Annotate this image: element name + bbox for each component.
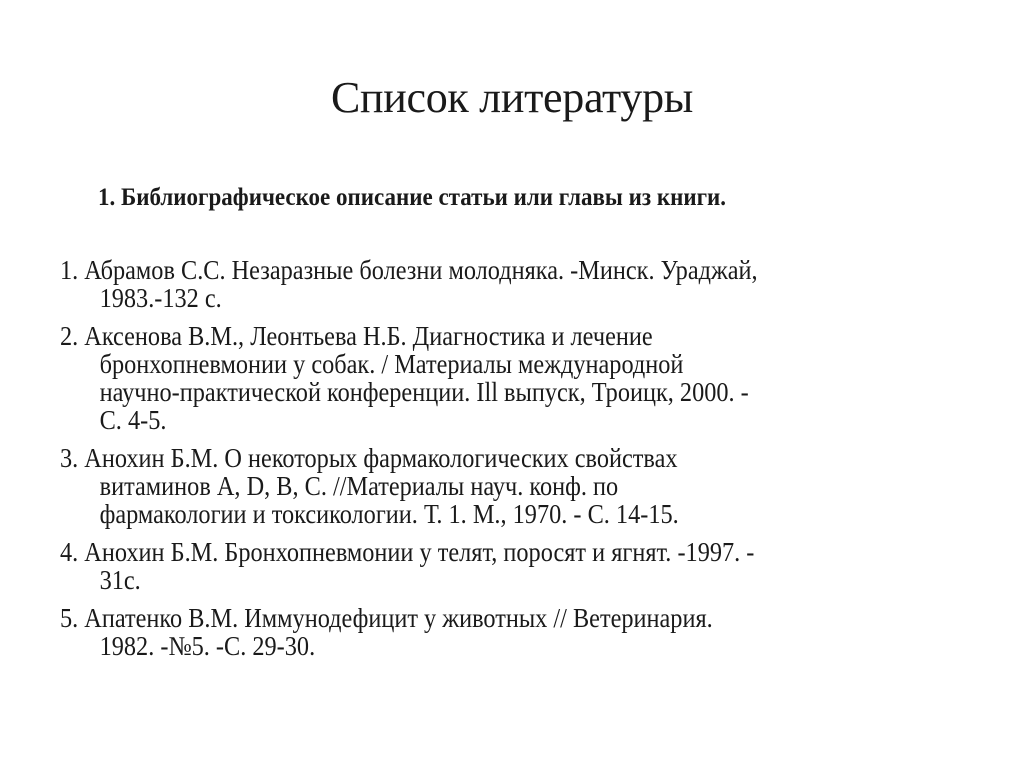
reference-line: 5. Апатенко В.М. Иммунодефицит у животных // Ветеринария. — [60, 603, 713, 633]
reference-line: 1. Абрамов С.С. Незаразные болезни молодняка. -Минск. Ураджай, — [60, 255, 758, 285]
reference-list — [60, 256, 990, 670]
reference-item-3 — [60, 444, 990, 528]
slide-title: Список литературы — [330, 73, 694, 122]
reference-line: витаминов A, D, B, C. //Материалы науч. конф. по — [99, 471, 619, 501]
section-subtitle: 1. Библиографическое описание статьи или главы из книги. — [98, 184, 727, 211]
reference-item-2 — [60, 322, 990, 434]
reference-line: бронхопневмонии у собак. / Материалы международной — [99, 349, 684, 379]
reference-line: 1982. -№5. -С. 29-30. — [99, 631, 316, 661]
reference-item-4 — [60, 538, 990, 594]
reference-item-5 — [60, 604, 990, 660]
reference-line: 31с. — [99, 565, 141, 595]
reference-line: научно-практической конференции. Ill выпуск, Троицк, 2000. - — [99, 377, 749, 407]
reference-line: фармакологии и токсикологии. Т. 1. М., 1970. - С. 14-15. — [99, 499, 679, 529]
reference-line: 1983.-132 с. — [99, 283, 222, 313]
reference-line: 4. Анохин Б.М. Бронхопневмонии у телят, поросят и ягнят. -1997. - — [60, 537, 755, 567]
reference-line: 2. Аксенова В.М., Леонтьева Н.Б. Диагностика и лечение — [60, 321, 653, 351]
reference-line: С. 4-5. — [99, 405, 167, 435]
reference-item-1 — [60, 256, 990, 312]
reference-line: 3. Анохин Б.М. О некоторых фармакологических свойствах — [60, 443, 678, 473]
